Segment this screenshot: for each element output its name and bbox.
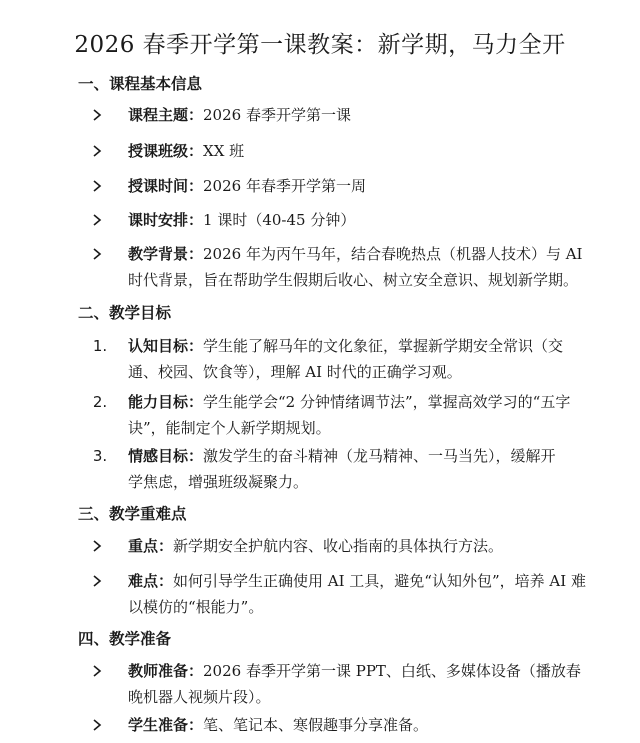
chevron-right-icon [92, 241, 112, 260]
item-text-continued: 晚机器人视频片段）。 [128, 688, 271, 706]
item-label: 授课时间： [128, 177, 204, 195]
item-label: 能力目标： [128, 393, 204, 411]
item-text: 学生能了解马年的文化象征，掌握新学期安全常识（交 [203, 337, 564, 355]
section-heading-objectives: 二、教学目标 [78, 304, 172, 322]
item-text: 笔、笔记本、寒假趣事分享准备。 [203, 716, 429, 734]
item-text: XX 班 [203, 142, 245, 160]
item-label: 认知目标： [128, 337, 204, 355]
item-label: 教师准备： [128, 662, 204, 680]
item-text: 2026 春季开学第一课 PPT、白纸、多媒体设备（播放春 [203, 662, 581, 680]
chevron-right-icon [92, 102, 112, 121]
item-text: 2026 春季开学第一课 [203, 106, 351, 124]
item-label: 情感目标： [128, 447, 204, 465]
item-label: 课程主题： [128, 106, 204, 124]
item-text: 2026 年为丙午马年，结合春晚热点（机器人技术）与 AI [203, 245, 583, 263]
item-text: 如何引导学生正确使用 AI 工具，避免“认知外包”，培养 AI 难 [173, 572, 586, 590]
item-number: 1. [92, 337, 108, 355]
item-text: 1 课时（40-45 分钟） [203, 211, 356, 229]
item-label: 学生准备： [128, 716, 204, 734]
chevron-right-icon [92, 173, 112, 192]
section-heading-preparation: 四、教学准备 [78, 630, 172, 648]
item-text: 新学期安全护航内容、收心指南的具体执行方法。 [173, 537, 504, 555]
item-label: 重点： [128, 537, 174, 555]
item-label: 课时安排： [128, 211, 204, 229]
chevron-right-icon [92, 658, 112, 677]
item-number: 2. [92, 393, 108, 411]
section-heading-key-points: 三、教学重难点 [78, 505, 187, 523]
item-text: 激发学生的奋斗精神（龙马精神、一马当先），缓解开 [203, 447, 556, 465]
item-text-continued: 通、校园、饮食等），理解 AI 时代的正确学习观。 [128, 363, 462, 381]
item-text-continued: 时代背景，旨在帮助学生假期后收心、树立安全意识、规划新学期。 [128, 271, 579, 289]
document-title: 2026 春季开学第一课教案：新学期，马力全开 [74, 32, 566, 58]
item-label: 授课班级： [128, 142, 204, 160]
item-text-continued: 诀”，能制定个人新学期规划。 [128, 419, 331, 437]
item-text-continued: 学焦虑，增强班级凝聚力。 [128, 473, 309, 491]
section-heading-basic-info: 一、课程基本信息 [78, 75, 203, 93]
item-label: 教学背景： [128, 245, 204, 263]
chevron-right-icon [92, 712, 112, 731]
chevron-right-icon [92, 207, 112, 226]
chevron-right-icon [92, 568, 112, 587]
item-text: 学生能学会“2 分钟情绪调节法”，掌握高效学习的“五字 [203, 393, 571, 411]
item-text-continued: 以模仿的“根能力”。 [128, 598, 264, 616]
item-number: 3. [92, 447, 108, 465]
chevron-right-icon [92, 138, 112, 157]
chevron-right-icon [92, 533, 112, 552]
item-label: 难点： [128, 572, 174, 590]
item-text: 2026 年春季开学第一周 [203, 177, 366, 195]
